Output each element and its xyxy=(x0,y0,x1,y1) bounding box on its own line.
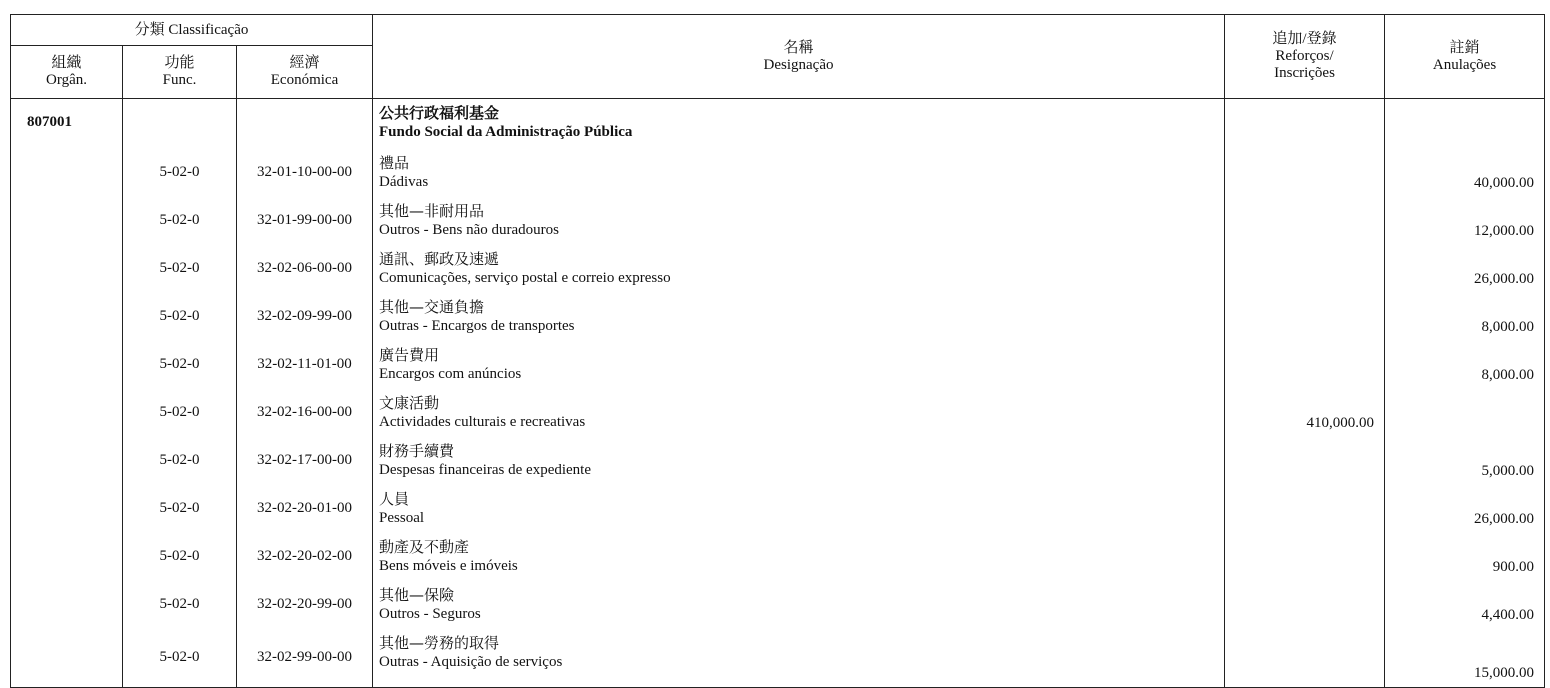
fund-name-zh: 公共行政福利基金 xyxy=(379,104,500,122)
cancellation-amount: 4,400.00 xyxy=(1385,581,1545,629)
economic-header-zh: 經濟 xyxy=(289,55,320,71)
organic-code: 807001 xyxy=(11,99,123,149)
designation-zh: 其他—交通負擔 xyxy=(379,297,485,316)
designation-cell xyxy=(373,533,1225,581)
economic-code: 32-02-17-00-00 xyxy=(237,437,373,485)
cancellation-amount: 900.00 xyxy=(1385,533,1545,581)
organic-cell xyxy=(11,197,123,245)
cancellations-header xyxy=(1385,15,1545,99)
cancellation-amount: 8,000.00 xyxy=(1385,293,1545,341)
reinforcement-amount xyxy=(1225,197,1385,245)
table-row xyxy=(11,245,1545,293)
fund-name xyxy=(373,99,1225,149)
functional-code: 5-02-0 xyxy=(123,437,237,485)
designation-cell xyxy=(373,149,1225,197)
organic-cell xyxy=(11,485,123,533)
designation-cell xyxy=(373,629,1225,688)
organic-cell xyxy=(11,245,123,293)
designation-pt: Pessoal xyxy=(379,509,425,526)
organic-cell xyxy=(11,581,123,629)
economic-code: 32-02-20-02-00 xyxy=(237,533,373,581)
economic-code: 32-01-10-00-00 xyxy=(237,149,373,197)
organic-cell xyxy=(11,341,123,389)
functional-code: 5-02-0 xyxy=(123,533,237,581)
designation-zh: 其他—非耐用品 xyxy=(379,201,485,220)
designation-zh: 廣告費用 xyxy=(379,345,440,364)
organic-cell xyxy=(11,437,123,485)
reinforcement-amount xyxy=(1225,341,1385,389)
economic-code: 32-02-20-01-00 xyxy=(237,485,373,533)
table-row xyxy=(11,533,1545,581)
functional-code: 5-02-0 xyxy=(123,197,237,245)
designation-pt: Dádivas xyxy=(379,173,429,190)
organic-header-zh: 組織 xyxy=(51,55,82,71)
designation-cell xyxy=(373,341,1225,389)
reinforcements-header-pt2: Inscrições xyxy=(1274,65,1335,81)
designation-zh: 通訊、郵政及速遞 xyxy=(379,249,500,268)
table-row xyxy=(11,437,1545,485)
reinforcement-amount xyxy=(1225,149,1385,197)
designation-header-zh: 名稱 xyxy=(783,39,814,56)
functional-code: 5-02-0 xyxy=(123,581,237,629)
economic-code: 32-01-99-00-00 xyxy=(237,197,373,245)
cancellation-amount: 26,000.00 xyxy=(1385,485,1545,533)
reinforcement-amount xyxy=(1225,437,1385,485)
cancellation-amount: 26,000.00 xyxy=(1385,245,1545,293)
functional-code: 5-02-0 xyxy=(123,149,237,197)
reinforcement-amount: 410,000.00 xyxy=(1225,389,1385,437)
designation-cell xyxy=(373,581,1225,629)
fund-name-pt: Fundo Social da Administração Pública xyxy=(379,124,633,140)
reinforcement-amount xyxy=(1225,629,1385,688)
reinforcement-amount xyxy=(1225,485,1385,533)
cancellation-amount: 8,000.00 xyxy=(1385,341,1545,389)
designation-pt: Outras - Aquisição de serviços xyxy=(379,653,563,670)
cancellation-amount xyxy=(1385,389,1545,437)
table-row xyxy=(11,389,1545,437)
table-row xyxy=(11,485,1545,533)
designation-pt: Actividades culturais e recreativas xyxy=(379,413,586,430)
designation-pt: Despesas financeiras de expediente xyxy=(379,461,592,478)
fund-row xyxy=(11,99,1545,149)
designation-header xyxy=(373,15,1225,99)
reinforcement-amount xyxy=(1225,581,1385,629)
organic-header-pt: Orgân. xyxy=(46,72,87,88)
organic-cell xyxy=(11,389,123,437)
reinforcements-header-zh: 追加/登錄 xyxy=(1272,31,1337,47)
designation-pt: Encargos com anúncios xyxy=(379,365,522,382)
economic-code: 32-02-09-99-00 xyxy=(237,293,373,341)
table-row xyxy=(11,581,1545,629)
designation-cell xyxy=(373,245,1225,293)
budget-table xyxy=(10,14,1545,688)
table-row xyxy=(11,293,1545,341)
cancellation-amount: 12,000.00 xyxy=(1385,197,1545,245)
functional-code: 5-02-0 xyxy=(123,389,237,437)
economic-code: 32-02-99-00-00 xyxy=(237,629,373,688)
economic-code: 32-02-06-00-00 xyxy=(237,245,373,293)
functional-code: 5-02-0 xyxy=(123,341,237,389)
organic-cell xyxy=(11,293,123,341)
organic-cell xyxy=(11,533,123,581)
designation-cell xyxy=(373,389,1225,437)
economic-header-pt: Económica xyxy=(270,72,339,88)
organic-cell xyxy=(11,149,123,197)
functional-code: 5-02-0 xyxy=(123,293,237,341)
economic-code: 32-02-16-00-00 xyxy=(237,389,373,437)
economic-code: 32-02-11-01-00 xyxy=(237,341,373,389)
designation-pt: Comunicações, serviço postal e correio expresso xyxy=(379,269,671,286)
designation-zh: 動產及不動產 xyxy=(379,537,470,556)
designation-zh: 其他—保險 xyxy=(379,585,455,604)
economic-code: 32-02-20-99-00 xyxy=(237,581,373,629)
designation-zh: 其他—勞務的取得 xyxy=(379,633,500,652)
reinforcements-header xyxy=(1225,15,1385,99)
table-row xyxy=(11,629,1545,688)
functional-header-zh: 功能 xyxy=(164,55,195,71)
designation-cell xyxy=(373,197,1225,245)
designation-pt: Outros - Seguros xyxy=(379,605,481,622)
designation-zh: 文康活動 xyxy=(379,393,440,412)
designation-pt: Bens móveis e imóveis xyxy=(379,557,518,574)
functional-code: 5-02-0 xyxy=(123,245,237,293)
functional-header-pt: Func. xyxy=(162,72,197,88)
organic-cell xyxy=(11,629,123,688)
reinforcement-amount xyxy=(1225,293,1385,341)
functional-header xyxy=(123,46,237,99)
designation-cell xyxy=(373,485,1225,533)
designation-pt: Outros - Bens não duradouros xyxy=(379,221,559,238)
cancellations-header-pt: Anulações xyxy=(1432,56,1497,73)
designation-cell xyxy=(373,293,1225,341)
organic-header xyxy=(11,46,123,99)
budget-table-page xyxy=(10,14,1544,688)
reinforcement-amount xyxy=(1225,245,1385,293)
designation-cell xyxy=(373,437,1225,485)
designation-zh: 禮品 xyxy=(379,153,410,172)
reinforcement-amount xyxy=(1225,533,1385,581)
table-row xyxy=(11,197,1545,245)
economic-header xyxy=(237,46,373,99)
designation-zh: 財務手續費 xyxy=(379,441,455,460)
cancellation-amount: 5,000.00 xyxy=(1385,437,1545,485)
designation-header-pt: Designação xyxy=(763,56,834,73)
cancellation-amount: 40,000.00 xyxy=(1385,149,1545,197)
table-row xyxy=(11,341,1545,389)
designation-zh: 人員 xyxy=(379,489,410,508)
cancellations-header-zh: 註銷 xyxy=(1449,39,1480,56)
cancellation-amount: 15,000.00 xyxy=(1385,629,1545,688)
functional-code: 5-02-0 xyxy=(123,629,237,688)
designation-pt: Outras - Encargos de transportes xyxy=(379,317,575,334)
classification-header: 分類 Classificação xyxy=(11,15,373,46)
reinforcements-header-pt1: Reforços/ xyxy=(1275,48,1334,64)
functional-code: 5-02-0 xyxy=(123,485,237,533)
table-row xyxy=(11,149,1545,197)
